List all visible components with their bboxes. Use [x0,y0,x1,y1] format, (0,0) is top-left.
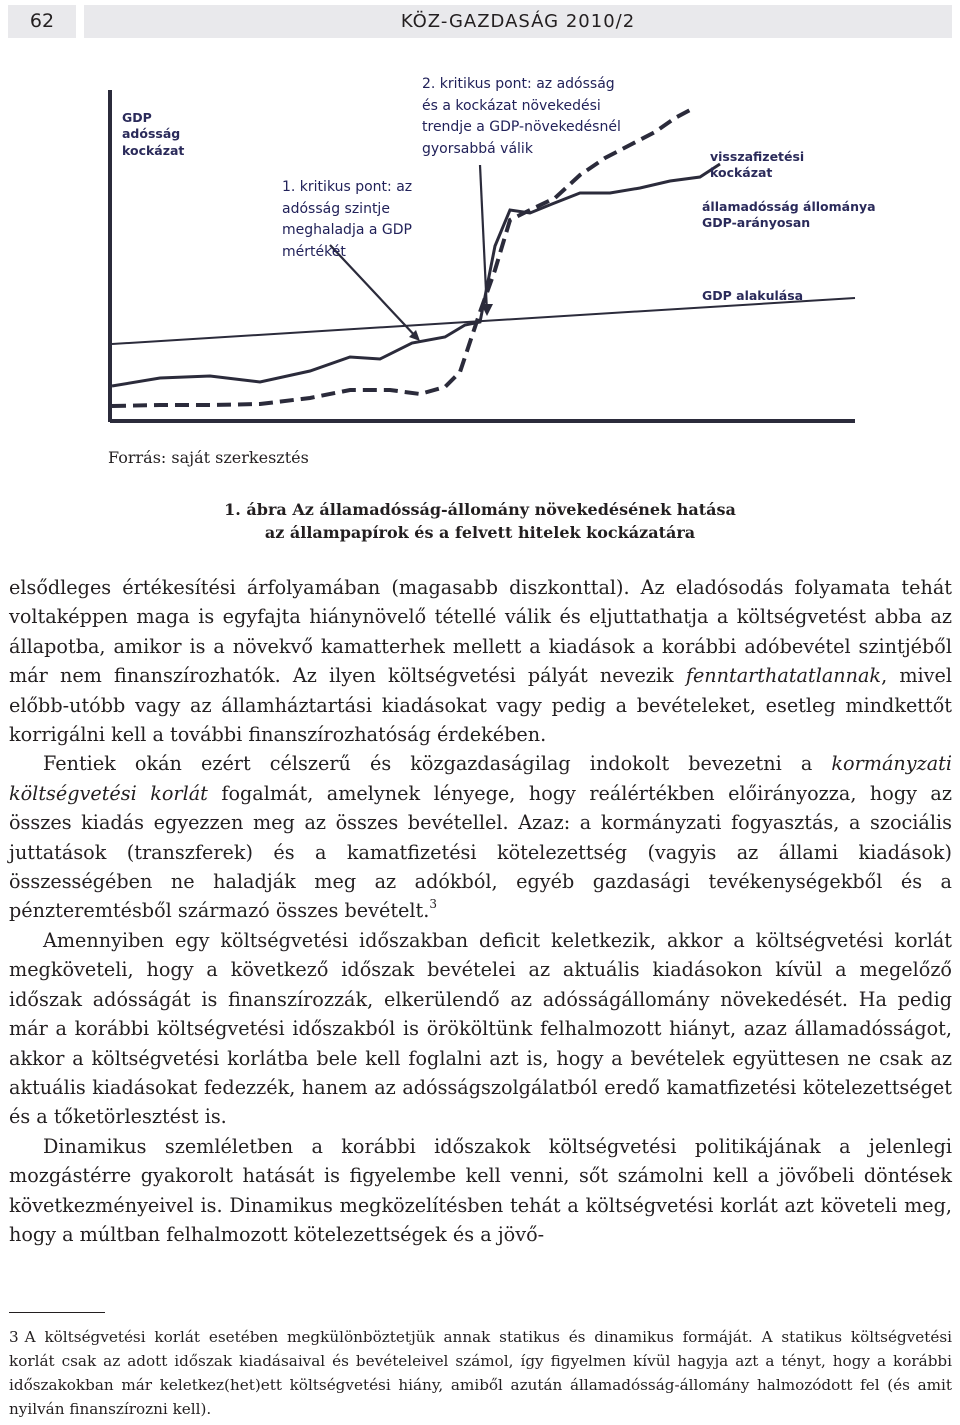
paragraph-4: Dinamikus szemléletben a korábbi időszakok költségvetési politikájának a jelenlegi mozgástérre gyakorolt hatását is figyelembe kell venni, sőt számolni kell a jövőbeli döntések következményeivel is. Dinamikus megközelítésben tehát a költségvetési korlát azt követeli meg, hogy a múltban felhalmozott kötelezettségek és a jövő- [9,1134,952,1246]
footnote-rule [9,1312,105,1313]
legend-gdp: GDP alakulása [702,288,804,303]
footnote-text: A költségvetési korlát esetében megkülönböztetjük annak statikus és dinamikus formáját. A statikus költségvetési korlát csak az adott időszak kiadásaival és bevételeivel számol, így figyelmen kívül hagyja azt a tényt, hogy a korábbi időszakokban már keletkez(het)ett költségvetési hiány, amiből azután államadósság-állomány halmozódott fel (és amit nyilván finanszírozni kell). [9,1328,952,1418]
arrow-2 [480,165,487,312]
figure-source: Forrás: saját szerkesztés [108,448,309,467]
paragraph-3: Amennyiben egy költségvetési időszakban deficit keletkezik, akkor a költségvetési korlát megköveteli, hogy a következő időszak bevételei az aktuális kiadásokon kívül a megelőző időszak adósságát is finanszírozzák, elkerülendő az adósságállomány növekedését. Ha pedig már a korábbi költségvetési időszakból is örököltünk felhalmozott hiányt, azaz államadósságot, akkor a költségvetési korlátba bele kell foglalni azt is, hogy a bevételek együttesen ne csak az aktuális kiadásokat fedezzék, hanem az adósságszolgálatból eredő kamatfizetési kötelezettséget és a tőketörlesztést is. [9,928,952,1129]
paragraph-2-text: Fentiek okán ezért célszerű és közgazdaságilag indokolt bevezetni a [43,752,832,776]
figure-chart [100,60,876,440]
footnote-ref-3: 3 [429,897,437,912]
page-number: 62 [8,5,76,38]
paragraph-2-end: fogalmát, amelynek lényege, hogy reálértékben előirányozza, hogy az összes kiadás egyezzen meg az összes bevétellel. Azaz: a kormányzati fogyasztás, a szociális juttatások (transzferek) és a kamatfizetési kötelezettség (vagyis az állami kiadások) összességében ne haladják meg az adókból, egyéb gazdasági tevékenységekből és a pénzteremtésből származó összes bevételt. [9,781,952,923]
journal-title: KÖZ-GAZDASÁG 2010/2 [84,5,952,38]
y-axis-label: GDP adósság kockázat [122,110,185,158]
paragraph-1-end: , mivel előbb-utóbb vagy az államháztartási kiadásokat vagy pedig a bevételeket, esetleg mindkettőt korrigálni kell a további finanszírozhatóság érdekében. [9,664,952,747]
body-text [9,573,952,1249]
annotation-critical-point-1: 1. kritikus pont: az adósság szintje meghaladja a GDP mértékét [282,179,413,261]
legend-risk: visszafizetési kockázat [710,149,805,181]
paragraph-1-emphasis: fenntarthatatlannak [685,664,882,688]
debt-line [112,164,720,386]
paragraph-2-emphasis: kormányzati költségvetési korlát [9,752,952,805]
footnote-number: 3 [9,1328,19,1346]
legend-debt: államadósság állománya GDP-arányosan [702,199,876,231]
paragraph-1-text: elsődleges értékesítési árfolyamában (magasabb diszkonttal). Az eladósodás folyamata tehát voltaképpen maga is egyfajta hiánynövelő tétellé válik és eljuttathatja a költségvetést abba az állapotba, amikor is a növekvő kamatterhek mellett a kiadások a korábbi adóbevétel szintjéből már nem finanszírozhatók. Az ilyen költségvetési pályát nevezik [9,576,952,688]
figure-caption [0,498,960,544]
annotation-critical-point-2: 2. kritikus pont: az adósság és a kockázat növekedési trendje a GDP-növekedésnél gyorsabbá válik [422,76,621,158]
paragraph-2 [9,749,952,925]
paragraph-1 [9,573,952,749]
caption-line-1: 1. ábra Az államadósság-állomány növekedésének hatása [224,500,736,519]
footnote-3 [9,1325,952,1421]
caption-line-2: az állampapírok és a felvett hitelek kockázatára [264,523,696,542]
